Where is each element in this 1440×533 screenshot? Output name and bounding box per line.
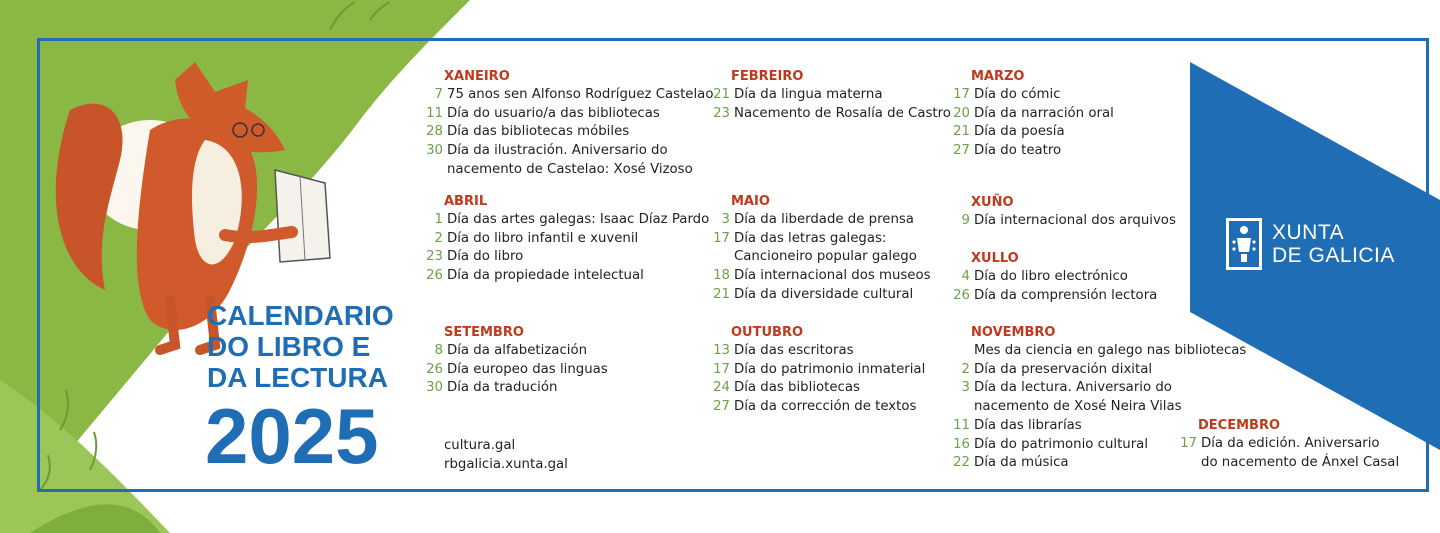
month-block-febreiro	[703, 67, 951, 123]
xunta-shield-icon	[1226, 218, 1262, 270]
event-day: 26	[953, 287, 970, 303]
event-text: Día das librarías	[974, 417, 1082, 433]
month-block-outubro	[703, 323, 925, 417]
event-day: 9	[961, 213, 970, 228]
month-name: NOVEMBRO	[971, 325, 1056, 340]
event-day: 26	[426, 268, 443, 284]
month-block-setembro	[416, 323, 608, 398]
event-row	[943, 212, 1176, 231]
event-text: Día do usuario/a das bibliotecas	[447, 105, 660, 121]
event-text: Día internacional dos arquivos	[974, 213, 1176, 228]
event-text: Día internacional dos museos	[734, 268, 931, 284]
event-text: Día da tradución	[447, 380, 558, 396]
event-row	[703, 105, 951, 124]
event-row	[416, 342, 608, 361]
event-day: 11	[953, 417, 970, 433]
link-cultura[interactable]: cultura.gal	[444, 438, 516, 453]
event-day: 17	[1180, 436, 1197, 451]
event-text: Día da lectura. Aniversario do nacemento de Xosé Neira Vilas	[974, 380, 1182, 415]
event-text: Día do teatro	[974, 143, 1062, 159]
month-name: SETEMBRO	[444, 325, 524, 340]
event-row	[943, 105, 1114, 124]
title-line-1: CALENDARIO	[207, 300, 394, 331]
event-text: Día da edición. Aniversario do nacemento de Ánxel Casal	[1201, 436, 1400, 470]
event-text: Día da comprensión lectora	[974, 287, 1158, 303]
event-text: Día do libro	[447, 249, 524, 265]
month-name: XUÑO	[971, 195, 1014, 210]
event-day: 3	[961, 380, 970, 396]
month-name: DECEMBRO	[1198, 418, 1280, 433]
event-text: Día da preservación dixital	[974, 361, 1153, 377]
event-day: 24	[713, 380, 730, 396]
links	[444, 437, 568, 474]
event-day: 1	[434, 212, 443, 227]
month-name: ABRIL	[444, 194, 488, 209]
brand-line-1: XUNTA	[1272, 221, 1345, 244]
event-row	[416, 211, 709, 230]
event-text: Día da liberdade de prensa	[734, 212, 914, 227]
calendar-year: 2025	[205, 392, 379, 480]
event-row	[703, 342, 925, 361]
event-row	[703, 86, 951, 105]
event-row	[416, 105, 713, 124]
event-day: 2	[434, 230, 443, 246]
event-row	[703, 286, 931, 305]
event-row	[416, 248, 709, 267]
event-row	[943, 287, 1157, 306]
link-rbgalicia[interactable]: rbgalicia.xunta.gal	[444, 456, 568, 472]
event-day	[943, 342, 974, 361]
event-day: 7	[434, 87, 443, 102]
event-row	[1170, 435, 1399, 472]
month-name: XULLO	[971, 251, 1019, 266]
event-row	[703, 398, 925, 417]
event-row	[703, 211, 931, 230]
month-block-abril	[416, 192, 709, 286]
event-day: 17	[953, 87, 970, 102]
month-block-xaneiro	[416, 67, 713, 180]
event-text: Día da lingua materna	[734, 87, 883, 102]
month-name: OUTUBRO	[731, 325, 804, 340]
event-day: 8	[434, 343, 443, 358]
xunta-logo	[1226, 218, 1395, 270]
event-row	[703, 267, 931, 286]
event-day: 17	[713, 230, 730, 246]
event-day: 27	[953, 143, 970, 159]
event-text: Día da narración oral	[974, 105, 1114, 121]
event-row	[416, 86, 713, 105]
event-text: Día das bibliotecas	[734, 380, 860, 396]
event-row	[416, 123, 713, 142]
event-text: Día das letras galegas: Cancioneiro popular galego	[734, 230, 917, 265]
event-row	[943, 142, 1114, 161]
event-day: 4	[961, 269, 970, 284]
month-block-maio	[703, 192, 931, 305]
event-text: Día da ilustración. Aniversario do nacemento de Castelao: Xosé Vizoso	[447, 143, 693, 177]
calendar-title	[207, 300, 394, 393]
event-day: 16	[953, 436, 970, 452]
event-day: 3	[721, 212, 730, 227]
event-row	[943, 268, 1157, 287]
month-block-marzo	[943, 67, 1114, 161]
event-text: Día das artes galegas: Isaac Díaz Pardo	[447, 212, 710, 227]
event-row	[416, 361, 608, 380]
event-text: Día do patrimonio inmaterial	[734, 361, 926, 377]
event-text: Día da propiedade intelectual	[447, 268, 644, 284]
month-block-decembro	[1170, 416, 1399, 472]
event-day: 27	[713, 399, 730, 415]
title-line-2: DO LIBRO E	[207, 331, 371, 362]
event-text: Día do libro electrónico	[974, 269, 1128, 284]
event-text: Día das bibliotecas móbiles	[447, 124, 630, 140]
event-day: 2	[961, 361, 970, 377]
event-day: 28	[426, 124, 443, 140]
event-row	[943, 379, 1246, 416]
event-row	[703, 230, 931, 267]
month-block-xullo	[943, 249, 1157, 305]
event-day: 18	[713, 268, 730, 284]
month-name: XANEIRO	[444, 69, 510, 84]
month-name: FEBREIRO	[731, 69, 804, 84]
event-day: 23	[713, 105, 730, 121]
event-row	[416, 379, 608, 398]
event-row	[943, 86, 1114, 105]
event-text: Día da diversidade cultural	[734, 286, 914, 302]
event-text: Día da corrección de textos	[734, 399, 917, 415]
event-day: 22	[953, 455, 970, 471]
event-day: 26	[426, 361, 443, 377]
event-text: Día do libro infantil e xuvenil	[447, 230, 639, 246]
event-row	[943, 361, 1246, 380]
event-day: 23	[426, 249, 443, 265]
event-text: Día europeo das linguas	[447, 361, 608, 377]
month-name: MARZO	[971, 69, 1025, 84]
event-text: Mes da ciencia en galego nas bibliotecas	[974, 343, 1247, 358]
event-day: 21	[713, 87, 730, 102]
event-day: 21	[713, 286, 730, 302]
event-text: Día do cómic	[974, 87, 1061, 102]
month-block-xuno	[943, 193, 1176, 231]
event-row	[943, 342, 1246, 361]
event-text: Nacemento de Rosalía de Castro	[734, 105, 951, 121]
event-day: 30	[426, 380, 443, 396]
event-day: 13	[713, 343, 730, 358]
event-text: Día da poesía	[974, 124, 1065, 140]
event-row	[703, 361, 925, 380]
event-text: Día das escritoras	[734, 343, 854, 358]
event-text: 75 anos sen Alfonso Rodríguez Castelao	[447, 87, 714, 102]
event-text: Día da alfabetización	[447, 343, 588, 358]
xunta-name	[1272, 221, 1395, 267]
event-row	[416, 230, 709, 249]
event-day: 21	[953, 124, 970, 140]
month-name: MAIO	[731, 194, 770, 209]
brand-line-2: DE GALICIA	[1272, 244, 1395, 267]
event-day: 11	[426, 105, 443, 121]
title-line-3: DA LECTURA	[207, 362, 388, 393]
event-day: 17	[713, 361, 730, 377]
event-day: 30	[426, 143, 443, 159]
event-day: 20	[953, 105, 970, 121]
event-text: Día do patrimonio cultural	[974, 436, 1149, 452]
event-row	[943, 123, 1114, 142]
event-row	[416, 267, 709, 286]
event-text: Día da música	[974, 455, 1069, 471]
event-row	[416, 142, 713, 179]
event-row	[703, 379, 925, 398]
